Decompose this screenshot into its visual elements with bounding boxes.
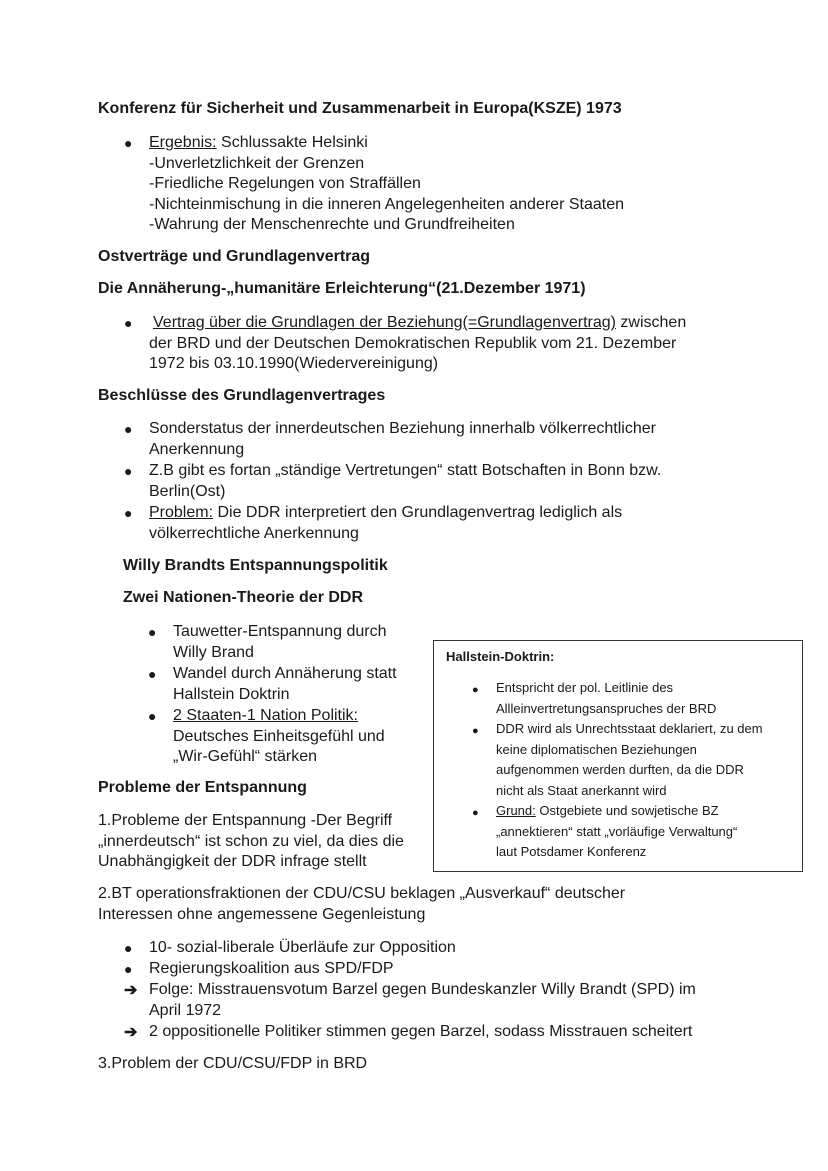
brandt-heading: Willy Brandts Entspannungspolitik [123, 557, 388, 574]
ksze-result-label: Ergebnis: [149, 134, 217, 151]
beschluss-line: völkerrechtliche Anerkennung [149, 524, 359, 542]
bullet-icon: ● [124, 421, 133, 437]
hallstein-line: keine diplomatischen Beziehungen [496, 741, 697, 757]
beschluss-line: Sonderstatus der innerdeutschen Beziehung innerhalb völkerrechtlicher [149, 420, 656, 437]
bullet-icon: ● [472, 684, 479, 696]
ksze-point: -Friedliche Regelungen von Straffällen [149, 175, 421, 192]
probleme-bullet: Regierungskoalition aus SPD/FDP [149, 960, 394, 977]
hallstein-line: Entspricht der pol. Leitlinie des [496, 680, 674, 695]
beschluss-line: Z.B gibt es fortan „ständige Vertretungen“ statt Botschaften in Bonn bzw. [149, 462, 662, 479]
ksze-point: -Nichteinmischung in die inneren Angelegenheiten anderer Staaten [149, 195, 624, 213]
beschluesse-heading: Beschlüsse des Grundlagenvertrages [98, 387, 386, 404]
brandt-line: „Wir-Gefühl“ stärken [173, 748, 318, 765]
vertrag-line: der BRD und der Deutschen Demokratischen Republik vom 21. Dezember [149, 334, 677, 352]
hallstein-line: nicht als Staat anerkannt wird [496, 782, 667, 798]
brandt-line: 2 Staaten-1 Nation Politik: [173, 707, 358, 724]
ksze-result-text: Schlussakte Helsinki [216, 134, 368, 151]
probleme-line: 2.BT operationsfraktionen der CDU/CSU beklagen „Ausverkauf“ deutscher [98, 885, 626, 902]
bullet-icon: ● [124, 940, 133, 956]
ksze-point: -Wahrung der Menschenrechte und Grundfreiheiten [149, 216, 515, 233]
hallstein-line: Allleinvertretungsanspruches der BRD [496, 700, 717, 716]
probleme-arrow-line: Folge: Misstrauensvotum Barzel gegen Bundeskanzler Willy Brandt (SPD) im [149, 981, 696, 998]
probleme-arrow-line: 2 oppositionelle Politiker stimmen gegen Barzel, sodass Misstrauen scheitert [149, 1023, 693, 1040]
bullet-icon: ● [124, 135, 133, 151]
brandt-line: Wandel durch Annäherung statt [173, 665, 397, 682]
brandt-line: Tauwetter-Entspannung durch [173, 623, 387, 640]
bullet-icon: ● [148, 708, 157, 724]
ksze-point: -Unverletzlichkeit der Grenzen [149, 154, 365, 172]
bullet-icon: ● [124, 961, 133, 977]
grund-text: Ostgebiete und sowjetische BZ [535, 803, 719, 818]
bullet-icon: ● [124, 505, 133, 521]
grund-label: Grund: [496, 803, 536, 818]
vertrag-line [153, 313, 686, 334]
probleme-arrow-line: April 1972 [149, 1001, 222, 1019]
probleme-line: 3.Problem der CDU/CSU/FDP in BRD [98, 1055, 368, 1072]
probleme-line: 1.Probleme der Entspannung -Der Begriff [98, 812, 393, 829]
arrow-right-icon: ➔ [124, 982, 138, 999]
brandt-line: Willy Brand [173, 643, 254, 661]
probleme-line: „innerdeutsch“ ist schon zu viel, da dies die [98, 832, 404, 850]
bullet-icon: ● [472, 807, 479, 819]
problem-label: Problem: [149, 504, 214, 521]
ksze-heading: Konferenz für Sicherheit und Zusammenarbeit in Europa(KSZE) 1973 [98, 100, 622, 117]
zwei-nationen-heading: Zwei Nationen-Theorie der DDR [123, 589, 364, 606]
ostvertraege-heading: Ostverträge und Grundlagenvertrag [98, 248, 371, 265]
bullet-icon: ● [148, 666, 157, 682]
ksze-result [149, 133, 368, 154]
hallstein-line: aufgenommen werden durften, da die DDR [496, 762, 744, 777]
probleme-line: Interessen ohne angemessene Gegenleistung [98, 905, 426, 923]
brandt-line: Hallstein Doktrin [173, 685, 290, 703]
arrow-right-icon: ➔ [124, 1024, 138, 1041]
hallstein-box [433, 640, 803, 872]
hallstein-title: Hallstein-Doktrin: [446, 649, 555, 664]
hallstein-line: DDR wird als Unrechtsstaat deklariert, zu dem [496, 721, 763, 736]
vertrag-title: Vertrag über die Grundlagen der Beziehung(=Grundlagenvertrag) [153, 314, 616, 331]
problem-text: Die DDR interpretiert den Grundlagenvertrag lediglich als [213, 504, 623, 521]
probleme-heading: Probleme der Entspannung [98, 779, 307, 796]
beschluss-line [149, 503, 622, 524]
bullet-icon: ● [472, 725, 479, 737]
bullet-icon: ● [124, 315, 133, 331]
hallstein-line: „annektieren“ statt „vorläufige Verwaltung“ [496, 823, 738, 839]
annaeherung-heading: Die Annäherung-„humanitäre Erleichterung“(21.Dezember 1971) [98, 280, 586, 297]
bullet-icon: ● [124, 463, 133, 479]
hallstein-line [496, 801, 719, 822]
probleme-bullet: 10- sozial-liberale Überläufe zur Opposition [149, 939, 456, 956]
vertrag-line: 1972 bis 03.10.1990(Wiedervereinigung) [149, 355, 439, 372]
hallstein-line: laut Potsdamer Konferenz [496, 844, 647, 859]
beschluss-line: Berlin(Ost) [149, 482, 226, 500]
bullet-icon: ● [148, 624, 157, 640]
beschluss-line: Anerkennung [149, 440, 245, 458]
vertrag-rest: zwischen [615, 314, 687, 331]
probleme-line: Unabhängigkeit der DDR infrage stellt [98, 853, 367, 870]
brandt-line: Deutsches Einheitsgefühl und [173, 727, 385, 745]
